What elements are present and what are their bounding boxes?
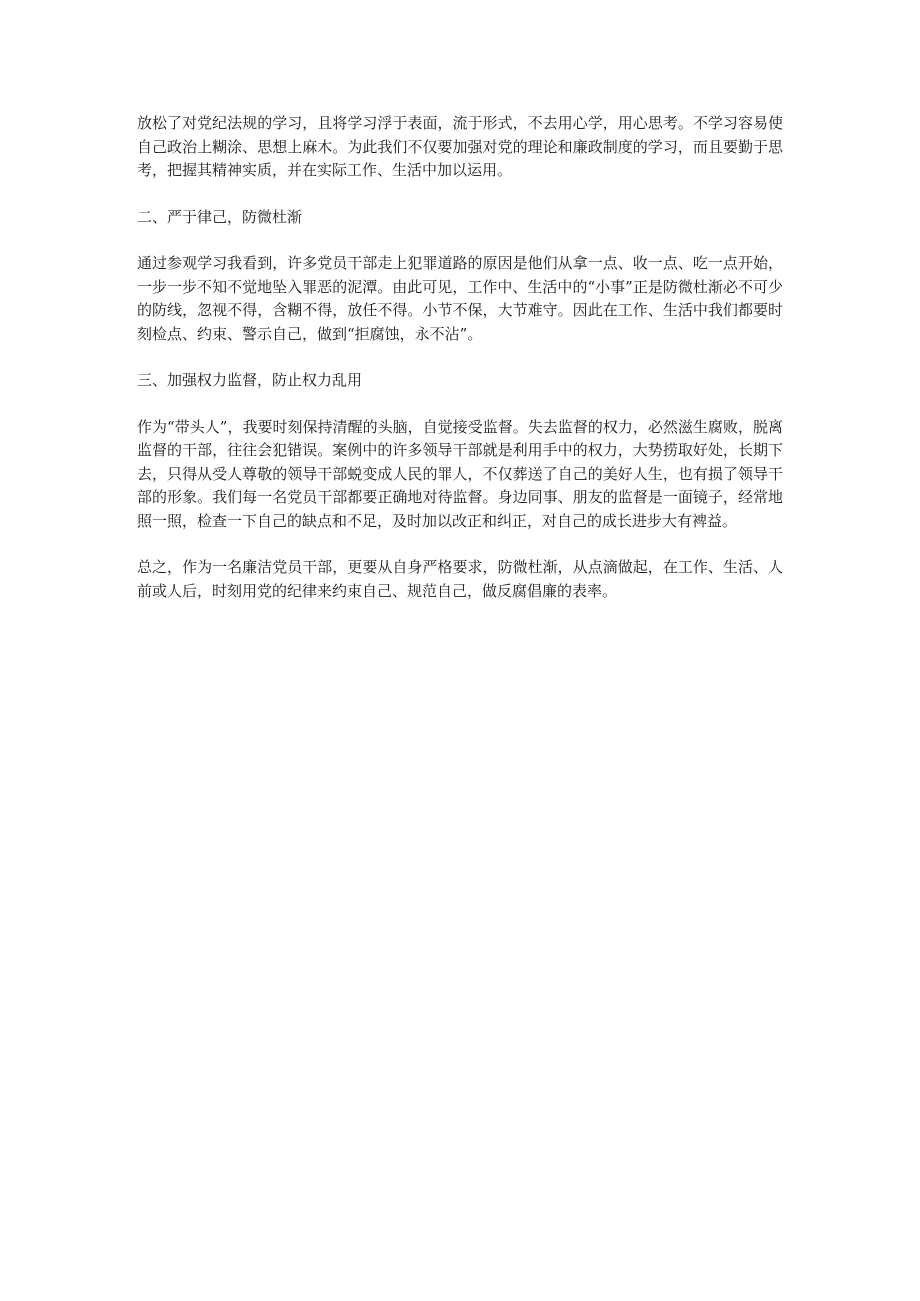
section-heading-self-discipline: 二、严于律己，防微杜渐	[137, 207, 303, 226]
paragraph-power-supervision: 作为“带头人”，我要时刻保持清醒的头脑，自觉接受监督。失去监督的权力，必然滋生腐败，脱离监督的干部，往往会犯错误。案例中的许多领导干部就是利用手中的权力，大势捞取好处，长期下去，只得从受人尊敬的领导干部蜕变成人民的罪人，不仅葬送了自己的美好人生，也有损了领导干部的形象。我们每一名党员干部都要正确地对待监督。身边同事、朋友的监督是一面镜子，经常地照一照，检查一下自己的缺点和不足，及时加以改正和纠正，对自己的成长进步大有裨益。	[137, 417, 783, 530]
paragraph-study: 放松了对党纪法规的学习，且将学习浮于表面，流于形式，不去用心学，用心思考。不学习容易使自己政治上糊涂、思想上麻木。为此我们不仅要加强对党的理论和廉政制度的学习，而且要勤于思考，把握其精神实质，并在实际工作、生活中加以运用。	[137, 114, 783, 179]
paragraph-self-discipline: 通过参观学习我看到，许多党员干部走上犯罪道路的原因是他们从拿一点、收一点、吃一点开始，一步一步不知不觉地坠入罪恶的泥潭。由此可见，工作中、生活中的“小事”正是防微杜渐必不可少的防线，忽视不得，含糊不得，放任不得。小节不保，大节难守。因此在工作、生活中我们都要时刻检点、约束、警示自己，做到“拒腐蚀，永不沾”。	[137, 254, 783, 343]
paragraph-conclusion: 总之，作为一名廉洁党员干部，更要从自身严格要求，防微杜渐，从点滴做起，在工作、生活、人前或人后，时刻用党的纪律来约束自己、规范自己，做反腐倡廉的表率。	[137, 558, 783, 600]
section-heading-power-supervision: 三、加强权力监督，防止权力乱用	[137, 371, 363, 389]
document-body	[137, 112, 783, 626]
